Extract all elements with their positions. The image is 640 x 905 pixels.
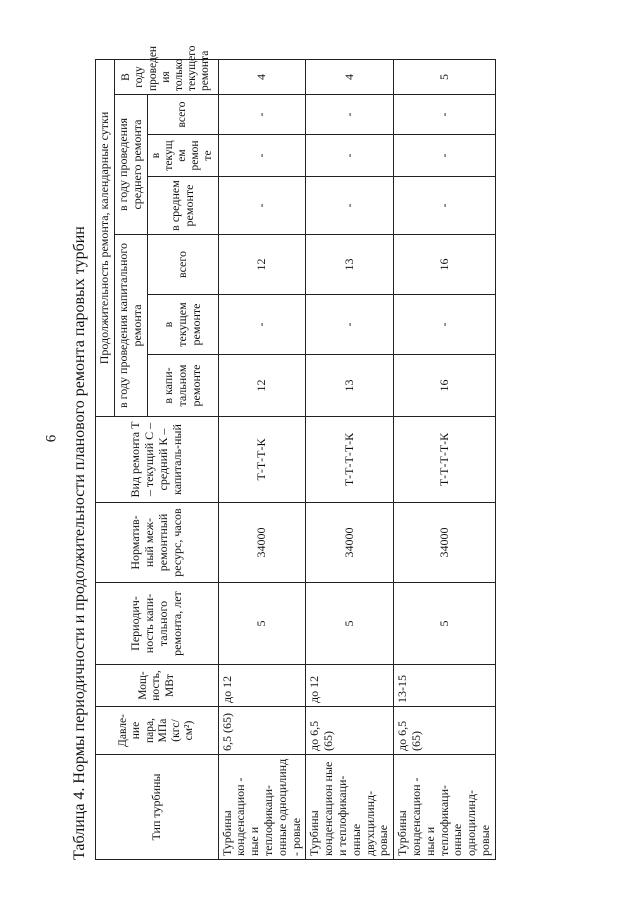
- header-in-current-cap: в текущем ремонте: [147, 295, 218, 355]
- table-row: [306, 60, 394, 860]
- cell-repair-type: Т-Т-Т-Т-К: [306, 417, 394, 503]
- cell-total-cap: 13: [306, 235, 394, 295]
- cell-power: до 12: [306, 665, 394, 707]
- header-capital-year: в году проведения капитального ремонта: [114, 235, 147, 417]
- header-duration-group: Продолжительность ремонта, календарные сутки: [96, 60, 115, 417]
- table-row: [394, 60, 496, 860]
- cell-in-current-med: -: [306, 135, 394, 177]
- header-in-current-med: в текущ ем ремон те: [147, 135, 218, 177]
- cell-power: 13-15: [394, 665, 496, 707]
- header-total-cap: всего: [147, 235, 218, 295]
- table-row: [218, 60, 306, 860]
- cell-pressure: до 6,5 (65): [306, 707, 394, 755]
- cell-total-med: -: [218, 95, 306, 135]
- header-repair-type: Вид ремонта Т – текущий С – средний К – капиталь-ный: [96, 417, 218, 503]
- table-title: Таблица 4. Нормы периодичности и продолжительности планового ремонта паровых турбин: [71, 226, 88, 860]
- cell-repair-type: Т-Т-Т-К: [218, 417, 306, 503]
- cell-turbine-type: Турбины конденсацион - ные и теплофикаци- онные одноцилинд - ровые: [218, 755, 306, 860]
- header-medium-year: в году проведения среднего ремонта: [114, 95, 147, 235]
- cell-resource: 34000: [394, 503, 496, 583]
- cell-in-current-cap: -: [218, 295, 306, 355]
- cell-turbine-type: Турбины конденсацион - ные и теплофикаци- онные одноцилинд- ровые: [394, 755, 496, 860]
- repair-norms-table: [95, 45, 496, 860]
- cell-in-current-med: -: [394, 135, 496, 177]
- header-in-capital: в капи-тальном ремонте: [147, 355, 218, 417]
- cell-in-current-cap: -: [394, 295, 496, 355]
- cell-in-current-cap: -: [306, 295, 394, 355]
- cell-pressure: 6,5 (65): [218, 707, 306, 755]
- header-total-med: всего: [147, 95, 218, 135]
- cell-resource: 34000: [306, 503, 394, 583]
- header-resource: Норматив-ный меж-ремонтный ресурс, часов: [96, 503, 218, 583]
- cell-in-medium: -: [306, 177, 394, 235]
- cell-in-current-med: -: [218, 135, 306, 177]
- cell-resource: 34000: [218, 503, 306, 583]
- cell-periodicity: 5: [394, 583, 496, 665]
- cell-current-only: 4: [218, 60, 306, 95]
- cell-in-medium: -: [394, 177, 496, 235]
- header-in-medium: в среднем ремонте: [147, 177, 218, 235]
- cell-in-capital: 16: [394, 355, 496, 417]
- cell-repair-type: Т-Т-Т-Т-К: [394, 417, 496, 503]
- header-current-only: В году проведен ия только текущего ремонта: [114, 60, 218, 95]
- header-pressure: Давле-ние пара, МПа (кгс/ см²): [96, 707, 218, 755]
- cell-current-only: 5: [394, 60, 496, 95]
- cell-power: до 12: [218, 665, 306, 707]
- cell-periodicity: 5: [218, 583, 306, 665]
- cell-pressure: до 6,5 (65): [394, 707, 496, 755]
- cell-in-medium: -: [218, 177, 306, 235]
- header-power: Мощ-ность, МВт: [96, 665, 218, 707]
- rotated-content: [70, 45, 640, 860]
- header-turbine-type: Тип турбины: [96, 755, 218, 860]
- cell-in-capital: 13: [306, 355, 394, 417]
- cell-in-capital: 12: [218, 355, 306, 417]
- cell-total-med: -: [306, 95, 394, 135]
- cell-total-med: -: [394, 95, 496, 135]
- cell-current-only: 4: [306, 60, 394, 95]
- cell-total-cap: 12: [218, 235, 306, 295]
- cell-total-cap: 16: [394, 235, 496, 295]
- cell-periodicity: 5: [306, 583, 394, 665]
- header-periodicity: Периодич-ность капи-тального ремонта, лет: [96, 583, 218, 665]
- cell-turbine-type: Турбины конденсацион ные и теплофикаци- онные двухцилинд- ровые: [306, 755, 394, 860]
- page-number: 6: [43, 434, 60, 443]
